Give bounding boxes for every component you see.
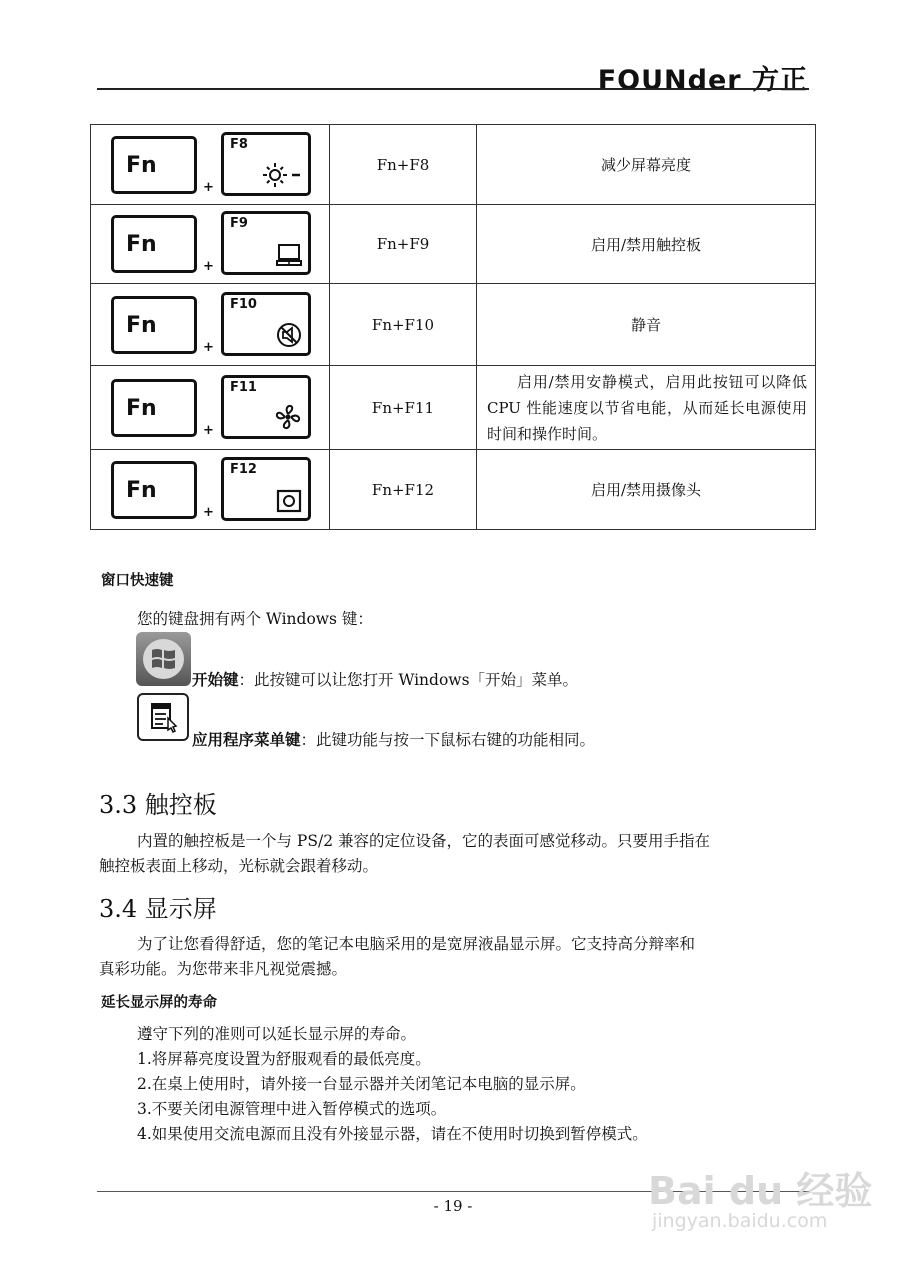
combo-cell: Fn+F10 [330, 284, 477, 366]
combo-cell: Fn+F9 [330, 205, 477, 284]
menu-document-icon [150, 702, 180, 734]
fn-key: Fn [111, 215, 197, 273]
description-cell: 静音 [477, 284, 816, 366]
key-combo-illustration: Fn + F8 [91, 126, 329, 204]
combo-cell: Fn+F11 [330, 366, 477, 450]
list-item: 3.不要关闭电源管理中进入暂停模式的选项。 [137, 1100, 447, 1118]
list-item: 2.在桌上使用时，请外接一台显示器并关闭笔记本电脑的显示屏。 [137, 1075, 586, 1093]
page-number: - 19 - [433, 1197, 473, 1215]
founder-logo: FOUNder 方正 [597, 65, 808, 96]
table-row [91, 366, 816, 450]
table-row [91, 450, 816, 530]
display-heading: 3.4 显示屏 [99, 895, 217, 923]
display-paragraph-line1: 为了让您看得舒适，您的笔记本电脑采用的是宽屏液晶显示屏。它支持高分辩率和 [137, 935, 696, 953]
start-key-label: 开始键 [192, 670, 239, 689]
table-row [91, 205, 816, 284]
display-life-heading: 延长显示屏的寿命 [101, 995, 217, 1011]
app-menu-key-icon [137, 693, 189, 741]
brightness-down-icon [262, 162, 302, 188]
baidu-watermark-url: jingyan.baidu.com [652, 1210, 828, 1232]
fn-key: Fn [111, 379, 197, 437]
display-life-intro: 遵守下列的准则可以延长显示屏的寿命。 [137, 1025, 417, 1043]
baidu-watermark: Bai du 经验 [648, 1169, 873, 1213]
key-combo-illustration: Fn + F11 [91, 369, 329, 447]
touchpad-paragraph-line2: 触控板表面上移动，光标就会跟着移动。 [99, 857, 379, 875]
f9-key: F9 [221, 211, 311, 275]
fn-key: Fn [111, 461, 197, 519]
app-menu-key-label: 应用程序菜单键 [192, 730, 301, 749]
windows-logo-icon [150, 646, 177, 672]
table-row [91, 125, 816, 205]
window-keys-intro: 您的键盘拥有两个 Windows 键： [137, 610, 373, 628]
combo-cell: Fn+F12 [330, 450, 477, 530]
window-keys-heading: 窗口快速键 [101, 573, 174, 589]
list-item: 4.如果使用交流电源而且没有外接显示器，请在不使用时切换到暂停模式。 [137, 1125, 648, 1143]
key-combo-illustration: Fn + F10 [91, 286, 329, 364]
f10-key: F10 [221, 292, 311, 356]
camera-icon [276, 489, 302, 513]
description-cell: 启用/禁用摄像头 [477, 450, 816, 530]
description-cell: 启用/禁用安静模式，启用此按钮可以降低 CPU 性能速度以节省电能，从而延长电源使用时间和操作时间。 [477, 366, 816, 450]
header-rule [97, 88, 809, 90]
windows-start-key-icon [136, 632, 191, 686]
touchpad-paragraph-line1: 内置的触控板是一个与 PS/2 兼容的定位设备，它的表面可感觉移动。只要用手指在 [137, 832, 710, 850]
mute-icon [276, 322, 302, 348]
f11-key: F11 [221, 375, 311, 439]
list-item: 1.将屏幕亮度设置为舒服观看的最低亮度。 [137, 1050, 431, 1068]
fn-key: Fn [111, 296, 197, 354]
combo-cell: Fn+F8 [330, 125, 477, 205]
key-combo-illustration: Fn + F9 [91, 205, 329, 283]
start-key-text: ：此按键可以让您打开 Windows「开始」菜单。 [238, 671, 579, 689]
f8-key: F8 [221, 132, 311, 196]
description-cell: 启用/禁用触控板 [477, 205, 816, 284]
fn-key: Fn [111, 136, 197, 194]
fn-key-table [90, 124, 816, 530]
key-combo-illustration: Fn + F12 [91, 451, 329, 529]
fan-icon [274, 403, 302, 431]
touchpad-icon [276, 243, 302, 267]
description-cell: 减少屏幕亮度 [477, 125, 816, 205]
touchpad-heading: 3.3 触控板 [99, 791, 217, 819]
f12-key: F12 [221, 457, 311, 521]
display-paragraph-line2: 真彩功能。为您带来非凡视觉震撼。 [99, 960, 348, 978]
app-menu-key-text: ：此键功能与按一下鼠标右键的功能相同。 [300, 731, 596, 749]
table-row [91, 284, 816, 366]
